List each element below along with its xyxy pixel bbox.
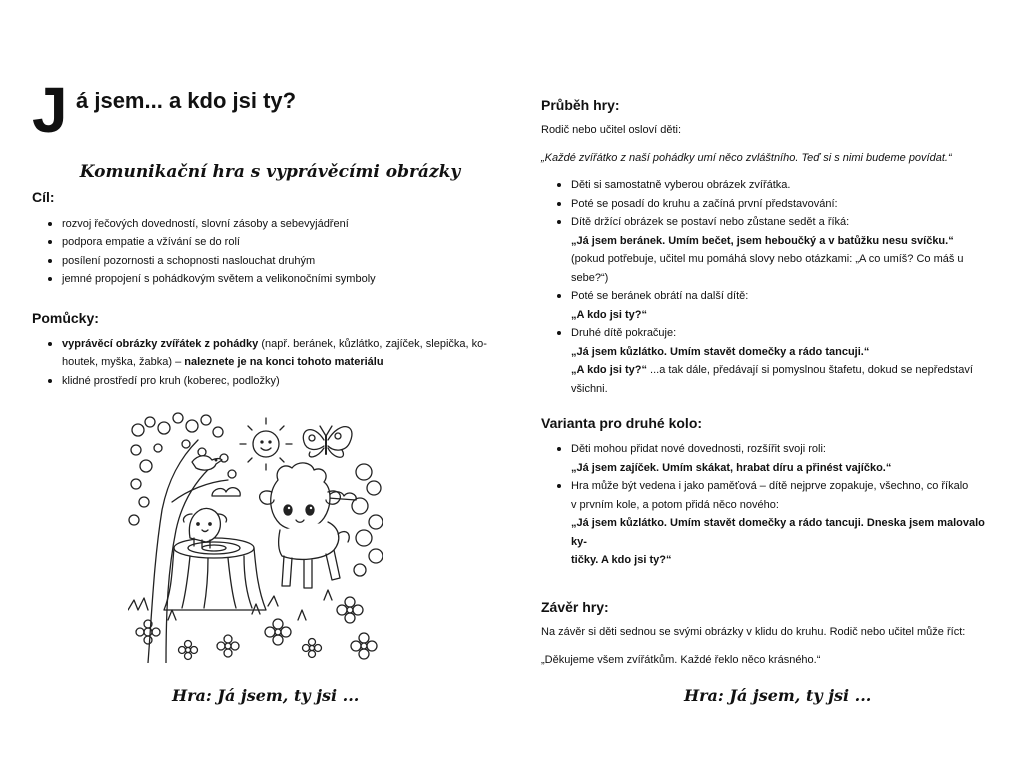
end-text: Na závěr si děti sednou se svými obrázky v klidu do kruhu. Rodič nebo učitel může říct: bbox=[541, 626, 966, 639]
title-text: á jsem... a kdo jsi ty? bbox=[76, 88, 297, 113]
caption-left: Hra: Já jsem, ty jsi ... bbox=[172, 686, 360, 705]
tools-heading: Pomůcky: bbox=[32, 309, 99, 326]
step-question: „A kdo jsi ty?“ bbox=[571, 364, 647, 377]
butterfly bbox=[303, 426, 352, 457]
list-item: posílení pozornosti a schopnosti naslouchat druhým bbox=[32, 252, 488, 271]
step-text: Druhé dítě pokračuje: bbox=[571, 327, 677, 340]
step-quote: „A kdo jsi ty?“ bbox=[571, 308, 647, 321]
step-rest-cont: všichni. bbox=[571, 382, 608, 395]
variant-text: Děti mohou přidat nové dovednosti, rozšířit svoji roli: bbox=[571, 443, 826, 456]
subtitle: Komunikační hra s vyprávěcími obrázky bbox=[79, 162, 461, 182]
intro-quote: „Každé zvířátko z naší pohádky umí něco zvláštního. Teď si s nimi budeme povídat.“ bbox=[541, 152, 952, 165]
step-note-cont: sebe?“) bbox=[571, 271, 609, 284]
tools-list bbox=[32, 335, 488, 391]
tool-note: naleznete je na konci tohoto materiálu bbox=[184, 356, 384, 369]
list-item bbox=[541, 213, 993, 287]
variant-quote: „Já jsem kůzlátko. Umím stavět domečky a rádo tancuji. Dneska jsem malovalo ky- bbox=[571, 517, 985, 548]
list-item bbox=[32, 335, 488, 372]
caption-right: Hra: Já jsem, ty jsi ... bbox=[684, 686, 872, 705]
list-item: jemné propojení s pohádkovým světem a velikonočními symboly bbox=[32, 270, 488, 289]
list-item bbox=[541, 477, 993, 570]
variant-text-cont: v prvním kole, a potom přidá něco nového: bbox=[571, 498, 779, 511]
sun bbox=[240, 418, 292, 470]
bird bbox=[192, 456, 222, 470]
list-item: Poté se posadí do kruhu a začíná první představování: bbox=[541, 195, 993, 214]
variant-text: Hra může být vedena i jako paměťová – dítě nejprve zopakuje, všechno, co říkalo bbox=[571, 480, 969, 493]
progress-heading: Průběh hry: bbox=[541, 97, 620, 113]
right-column bbox=[541, 96, 993, 668]
coloring-illustration bbox=[128, 410, 383, 663]
step-quote: „Já jsem kůzlátko. Umím stavět domečky a rádo tancuji.“ bbox=[571, 345, 870, 358]
step-text: Dítě držící obrázek se postaví nebo zůstane sedět a říká: bbox=[571, 216, 850, 229]
list-item: klidné prostředí pro kruh (koberec, podložky) bbox=[32, 372, 488, 391]
variant-heading: Varianta pro druhé kolo: bbox=[541, 415, 703, 432]
list-item bbox=[541, 287, 993, 324]
cloud bbox=[328, 492, 356, 500]
list-item bbox=[541, 324, 993, 398]
page-title bbox=[32, 74, 488, 152]
goal-list bbox=[32, 215, 488, 289]
step-quote: „Já jsem beránek. Umím bečet, jsem heboučký a v batůžku nesu svíčku.“ bbox=[571, 234, 954, 247]
intro-text: Rodič nebo učitel osloví děti: bbox=[541, 124, 682, 137]
tool-name: vyprávěcí obrázky zvířátek z pohádky bbox=[62, 337, 259, 350]
step-note: (pokud potřebuje, učitel mu pomáhá slovy nebo otázkami: „A co umíš? Co máš u bbox=[571, 253, 964, 266]
variant-list bbox=[541, 440, 993, 570]
list-item: podpora empatie a vžívání se do rolí bbox=[32, 233, 488, 252]
tool-detail-cont: houtek, myška, žabka) – bbox=[62, 356, 185, 369]
grass bbox=[128, 590, 332, 620]
list-item: rozvoj řečových dovedností, slovní zásoby a sebevyjádření bbox=[32, 215, 488, 234]
tool-detail: (např. beránek, kůzlátko, zajíček, slepička, ko- bbox=[258, 337, 487, 350]
variant-quote-cont: tičky. A kdo jsi ty?“ bbox=[571, 554, 672, 567]
left-column bbox=[32, 74, 488, 390]
step-text: Poté se beránek obrátí na další dítě: bbox=[571, 290, 749, 303]
bushes bbox=[352, 464, 383, 576]
big-lamb bbox=[260, 463, 350, 588]
title-initial: J bbox=[32, 74, 68, 146]
variant-quote: „Já jsem zajíček. Umím skákat, hrabat díru a přinést vajíčko.“ bbox=[571, 461, 892, 474]
list-item: Děti si samostatně vyberou obrázek zvířátka. bbox=[541, 176, 993, 195]
tree-stump bbox=[164, 538, 266, 610]
goal-heading: Cíl: bbox=[32, 189, 55, 206]
list-item bbox=[541, 440, 993, 477]
end-heading: Závěr hry: bbox=[541, 598, 609, 615]
end-quote: „Děkujeme všem zvířátkům. Každé řeklo něco krásného.“ bbox=[541, 654, 821, 667]
step-rest: ...a tak dále, předávají si pomyslnou štafetu, dokud se nepředstaví bbox=[647, 364, 973, 377]
cloud bbox=[212, 488, 240, 496]
progress-list bbox=[541, 176, 993, 398]
